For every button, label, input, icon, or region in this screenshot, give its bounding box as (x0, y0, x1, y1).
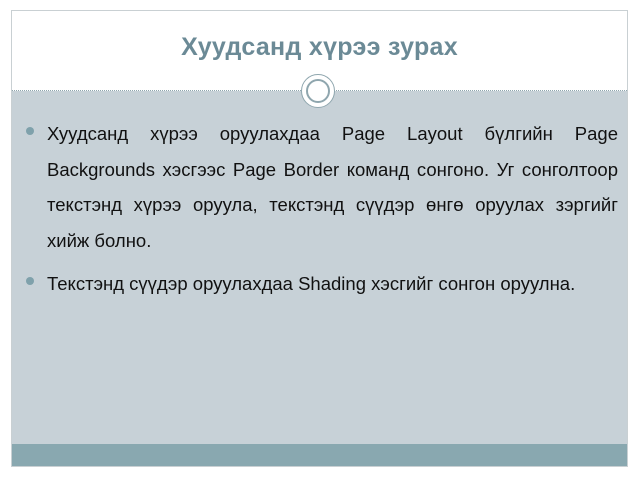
bullet-icon (26, 277, 34, 285)
bottom-band (12, 444, 627, 467)
circle-ornament-icon (301, 74, 335, 108)
bullet-text: Хуудсанд хүрээ оруулахдаа Page Layout бүлгийн Page Backgrounds хэсгээс Page Border команд сонгоно. Уг сонголтоор текстэнд хүрээ оруула, текстэнд сүүдэр өнгө оруулах зэргийг хийж болно. (47, 123, 618, 251)
bullet-text: Текстэнд сүүдэр оруулахдаа Shading хэсгийг сонгон оруулна. (47, 273, 576, 294)
list-item (24, 116, 618, 258)
slide (11, 10, 628, 467)
bullet-list (24, 116, 618, 310)
slide-title: Хуудсанд хүрээ зурах (181, 33, 458, 61)
bullet-icon (26, 127, 34, 135)
circle-ornament-inner (306, 79, 330, 103)
list-item (24, 266, 618, 302)
